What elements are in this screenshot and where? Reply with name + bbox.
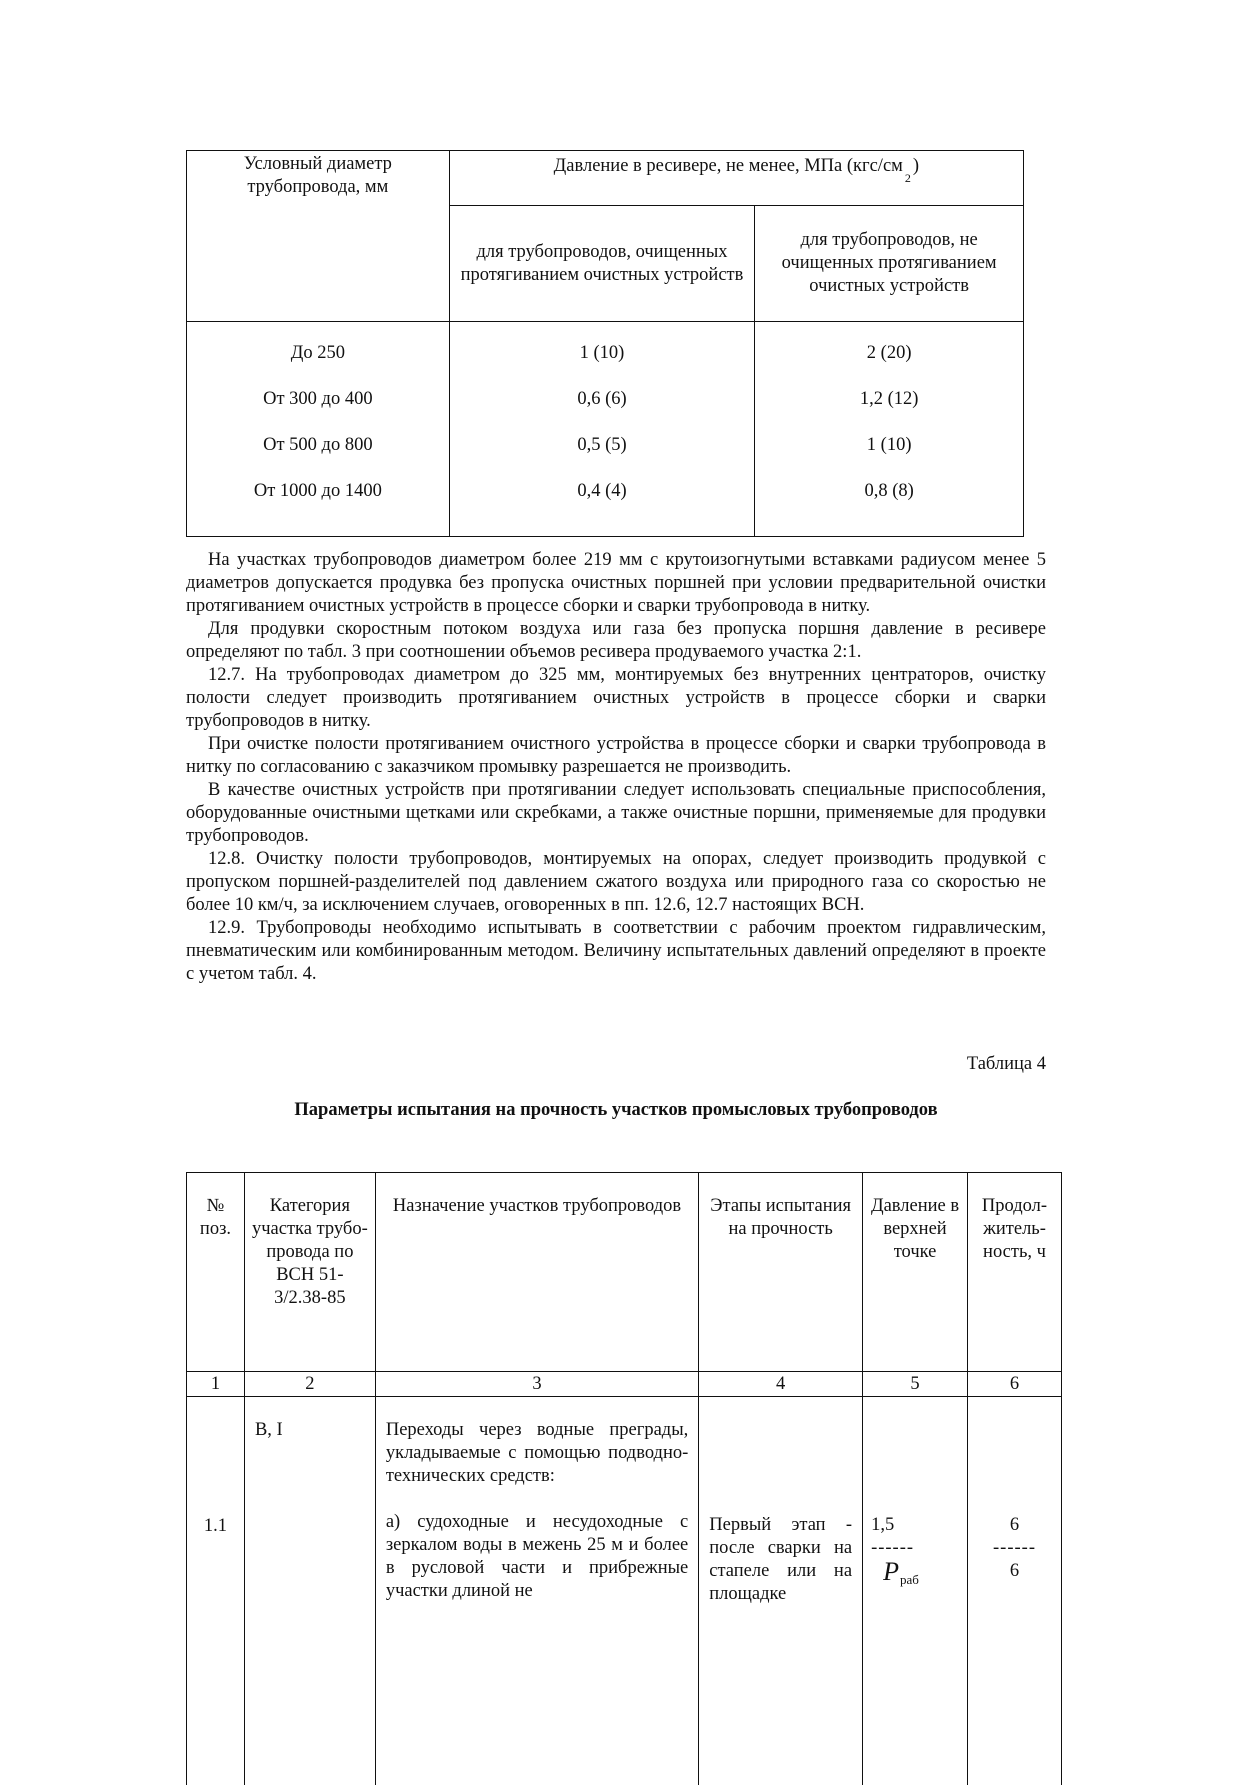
paragraph: В качестве очистных устройств при протягивании следует использовать специальные приспособления, оборудованные очистными щетками или скребками, а также очистные поршни, применяемые для продувки трубопроводов. bbox=[186, 779, 1046, 848]
table-cell: 1 (10) bbox=[763, 434, 1015, 480]
header-not-cleaned: для трубопроводов, не очищенных протягиванием очистных устройств bbox=[755, 206, 1024, 322]
column-number: 6 bbox=[968, 1372, 1062, 1397]
column-number: 3 bbox=[375, 1372, 698, 1397]
cleaned-column bbox=[449, 322, 755, 537]
purpose-cell bbox=[375, 1397, 698, 1785]
header-pressure: Давление в верхней точке bbox=[863, 1173, 968, 1372]
duration-bottom: 6 bbox=[974, 1560, 1055, 1583]
position-cell: 1.1 bbox=[187, 1397, 245, 1785]
purpose-item-a: а) судоходные и несудоходные с зеркалом воды в межень 25 м и более в русловой части и прибрежные участки длиной не bbox=[386, 1511, 688, 1603]
column-number: 1 bbox=[187, 1372, 245, 1397]
not-cleaned-column bbox=[755, 322, 1024, 537]
pressure-coefficient: 1,5 bbox=[871, 1514, 959, 1537]
body-text bbox=[186, 549, 1046, 986]
strength-test-table bbox=[186, 1172, 1062, 1785]
fraction-line: ------ bbox=[871, 1537, 959, 1560]
header-cleaned: для трубопроводов, очищенных протягиванием очистных устройств bbox=[449, 206, 755, 322]
table-cell: 1,2 (12) bbox=[763, 388, 1015, 434]
table-cell: До 250 bbox=[195, 342, 441, 388]
fraction-line: ------ bbox=[974, 1537, 1055, 1560]
table-cell: 0,8 (8) bbox=[763, 480, 1015, 526]
column-number: 4 bbox=[699, 1372, 863, 1397]
header-diameter: Условный диаметр трубопровода, мм bbox=[187, 151, 450, 322]
header-duration: Продол-житель-ность, ч bbox=[968, 1173, 1062, 1372]
pressure-table bbox=[186, 150, 1024, 537]
table-cell: 0,4 (4) bbox=[458, 480, 747, 526]
duration-top: 6 bbox=[974, 1514, 1055, 1537]
category-cell: В, I bbox=[244, 1397, 375, 1785]
paragraph: Для продувки скоростным потоком воздуха или газа без пропуска поршня давление в ресивере определяют по табл. 3 при соотношении объемов ресивера продуваемого участка 2:1. bbox=[186, 618, 1046, 664]
table-cell: 1 (10) bbox=[458, 342, 747, 388]
pressure-cell bbox=[863, 1397, 968, 1785]
paragraph: 12.8. Очистку полости трубопроводов, монтируемых на опорах, следует производить продувкой с пропуском поршней-разделителей под давлением сжатого воздуха или природного газа со скоростью не более 10 км/ч, за исключением случаев, оговоренных в пп. 12.6, 12.7 настоящих ВСН. bbox=[186, 848, 1046, 917]
paragraph: 12.9. Трубопроводы необходимо испытывать в соответствии с рабочим проектом гидравлическим, пневматическим или комбинированным методом. Величину испытательных давлений определяют в проекте с учетом табл. 4. bbox=[186, 917, 1046, 986]
column-number: 5 bbox=[863, 1372, 968, 1397]
paragraph: 12.7. На трубопроводах диаметром до 325 мм, монтируемых без внутренних центраторов, очистку полости следует производить протягиванием очистных устройств в процессе сборки и сварки трубопроводов в нитку. bbox=[186, 664, 1046, 733]
table-cell: От 1000 до 1400 bbox=[195, 480, 441, 526]
header-stages: Этапы испытания на прочность bbox=[699, 1173, 863, 1372]
duration-cell bbox=[968, 1397, 1062, 1785]
purpose-intro: Переходы через водные преграды, укладываемые с помощью подводно-технических средств: bbox=[386, 1419, 688, 1488]
table-number-label: Таблица 4 bbox=[186, 1054, 1046, 1075]
table-cell: 0,5 (5) bbox=[458, 434, 747, 480]
pressure-subscript: раб bbox=[900, 1572, 919, 1587]
diameter-column bbox=[187, 322, 450, 537]
table-cell: 0,6 (6) bbox=[458, 388, 747, 434]
pressure-symbol: P bbox=[883, 1557, 899, 1586]
table-cell: От 300 до 400 bbox=[195, 388, 441, 434]
table-cell: 2 (20) bbox=[763, 342, 1015, 388]
header-pressure: Давление в ресивере, не менее, МПа $(кгс/см_2)$ bbox=[449, 151, 1023, 206]
header-purpose: Назначение участков трубопроводов bbox=[375, 1173, 698, 1372]
table-cell: От 500 до 800 bbox=[195, 434, 441, 480]
stage-cell: Первый этап - после сварки на стапеле или на площадке bbox=[699, 1397, 863, 1785]
table-title: Параметры испытания на прочность участков промысловых трубопроводов bbox=[186, 1100, 1046, 1121]
table-row bbox=[187, 1397, 1062, 1785]
header-category: Категория участка трубо-провода по ВСН 51-3/2.38-85 bbox=[244, 1173, 375, 1372]
header-position: № поз. bbox=[187, 1173, 245, 1372]
column-number: 2 bbox=[244, 1372, 375, 1397]
paragraph: При очистке полости протягиванием очистного устройства в процессе сборки и сварки трубопровода в нитку по согласованию с заказчиком промывку разрешается не производить. bbox=[186, 733, 1046, 779]
paragraph: На участках трубопроводов диаметром более 219 мм с крутоизогнутыми вставками радиусом менее 5 диаметров допускается продувка без пропуска очистных поршней при условии предварительной очистки протягиванием очистных устройств в процессе сборки и сварки трубопровода в нитку. bbox=[186, 549, 1046, 618]
